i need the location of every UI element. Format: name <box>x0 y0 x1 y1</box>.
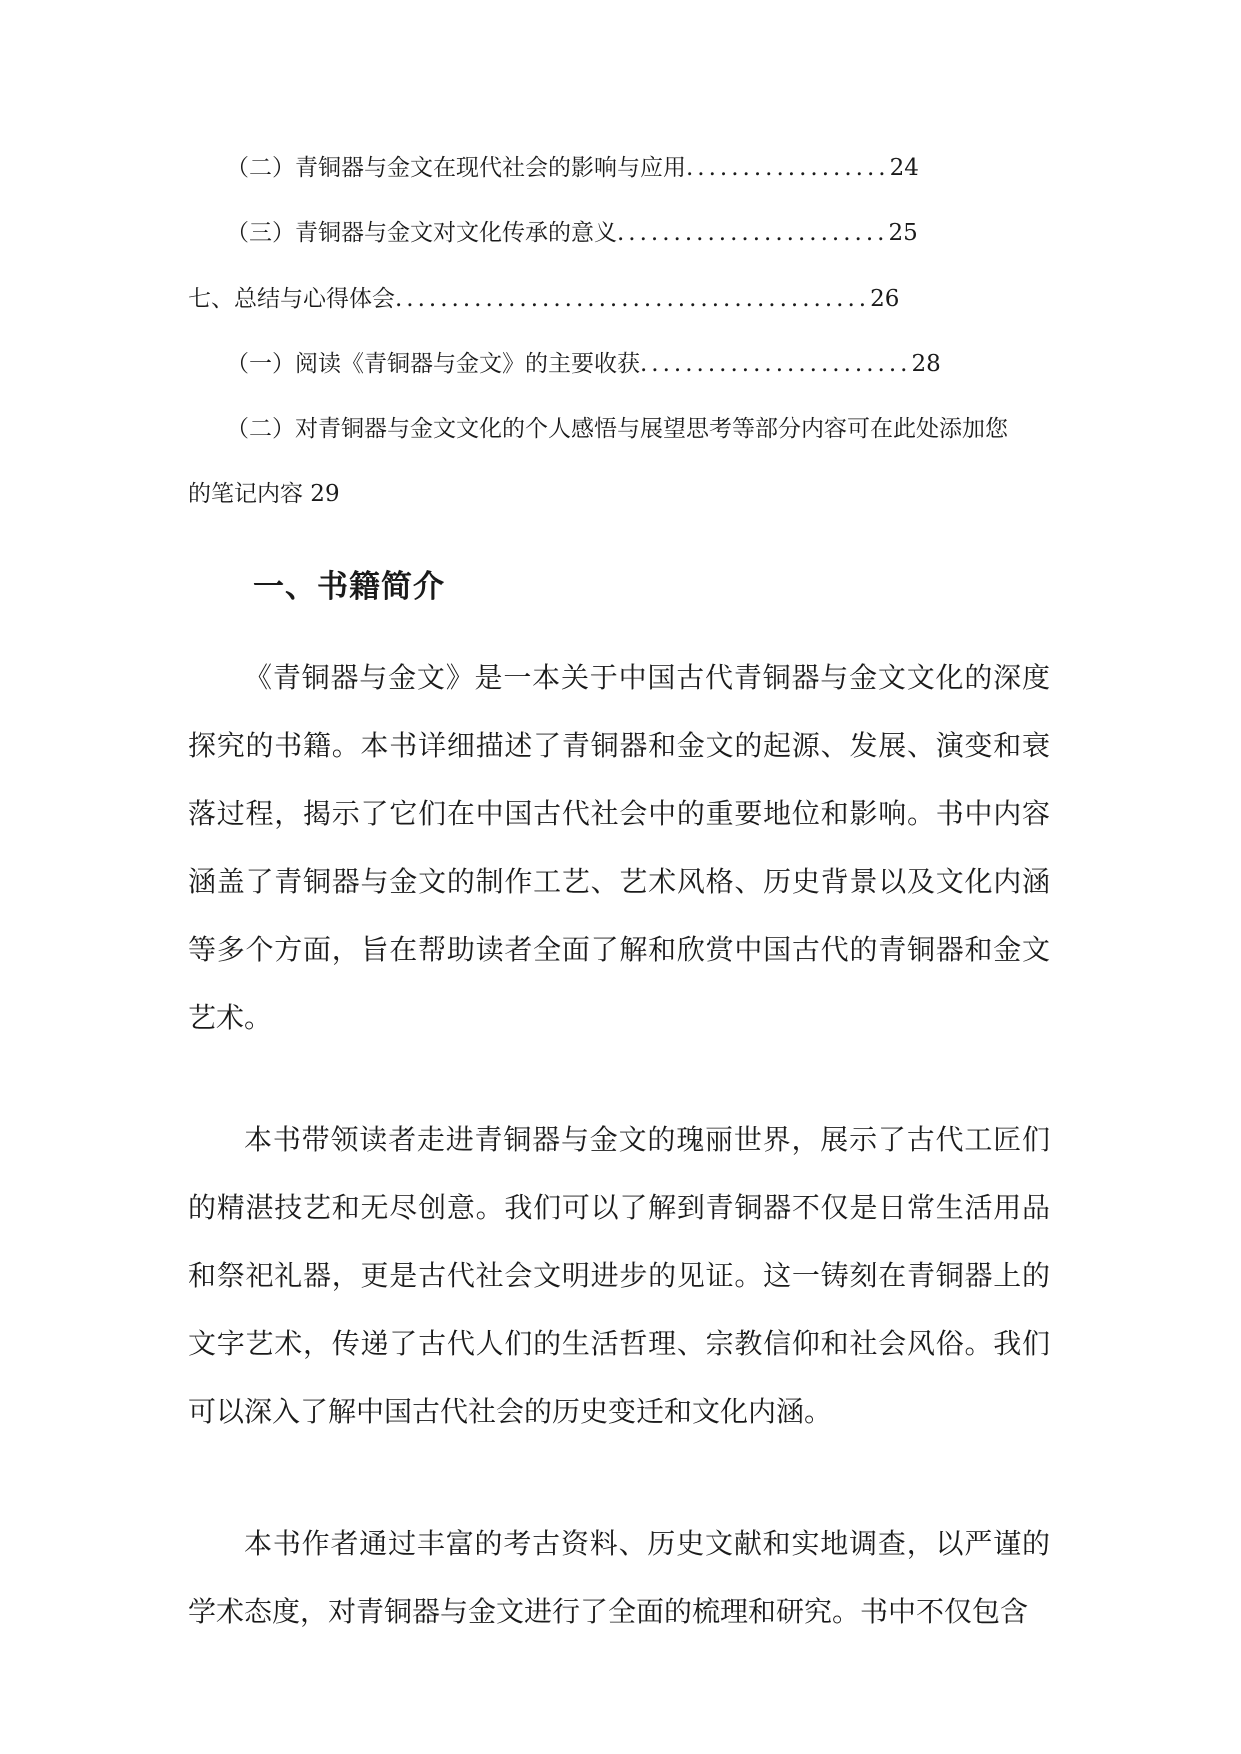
toc-entry-title: （三）青铜器与金文对文化传承的意义 <box>226 220 617 246</box>
body-paragraph: 本书带领读者走进青铜器与金文的瑰丽世界，展示了古代工匠们的精湛技艺和无尽创意。我们可以了解到青铜器不仅是日常生活用品和祭祀礼器，更是古代社会文明进步的见证。这一铸刻在青铜器上的文字艺术，传递了古代人们的生活哲理、宗教信仰和社会风俗。我们可以深入了解中国古代社会的历史变迁和文化内涵。 <box>188 1123 1050 1428</box>
toc-entry-line: 的笔记内容 29 <box>188 481 340 507</box>
section-heading: 一、书籍简介 <box>253 569 445 605</box>
toc-entry-leader: ........................ <box>640 351 912 377</box>
toc-entry-page: 25 <box>888 220 918 246</box>
body-paragraph: 《青铜器与金文》是一本关于中国古代青铜器与金文文化的深度探究的书籍。本书详细描述了青铜器和金文的起源、发展、演变和衰落过程，揭示了它们在中国古代社会中的重要地位和影响。书中内容涵盖了青铜器与金文的制作工艺、艺术风格、历史背景以及文化内涵等多个方面，旨在帮助读者全面了解和欣赏中国古代的青铜器和金文艺术。 <box>188 661 1050 1034</box>
toc-entry-page: 28 <box>911 351 941 377</box>
toc-entry[interactable] <box>226 153 919 183</box>
toc-entry-page: 26 <box>870 286 900 312</box>
toc-entry[interactable] <box>188 284 899 314</box>
toc-entry-leader: .......................................... <box>395 286 871 312</box>
toc-entry-title: （二）青铜器与金文在现代社会的影响与应用 <box>226 155 686 181</box>
toc-entry-wrapped[interactable] <box>188 397 1050 527</box>
toc-entry-leader: .................. <box>686 155 890 181</box>
toc-entry-title: （一）阅读《青铜器与金文》的主要收获 <box>226 351 640 377</box>
toc-entry-title: 七、总结与心得体会 <box>188 286 395 312</box>
toc-entry[interactable] <box>226 349 941 379</box>
toc-entry[interactable] <box>226 218 918 248</box>
toc-entry-page: 24 <box>889 155 919 181</box>
body-paragraph: 本书作者通过丰富的考古资料、历史文献和实地调查，以严谨的学术态度，对青铜器与金文进行了全面的梳理和研究。书中不仅包含 <box>188 1527 1050 1628</box>
toc-entry-line: （二）对青铜器与金文文化的个人感悟与展望思考等部分内容可在此处添加您 <box>226 416 1008 442</box>
toc-entry-leader: ........................ <box>617 220 889 246</box>
